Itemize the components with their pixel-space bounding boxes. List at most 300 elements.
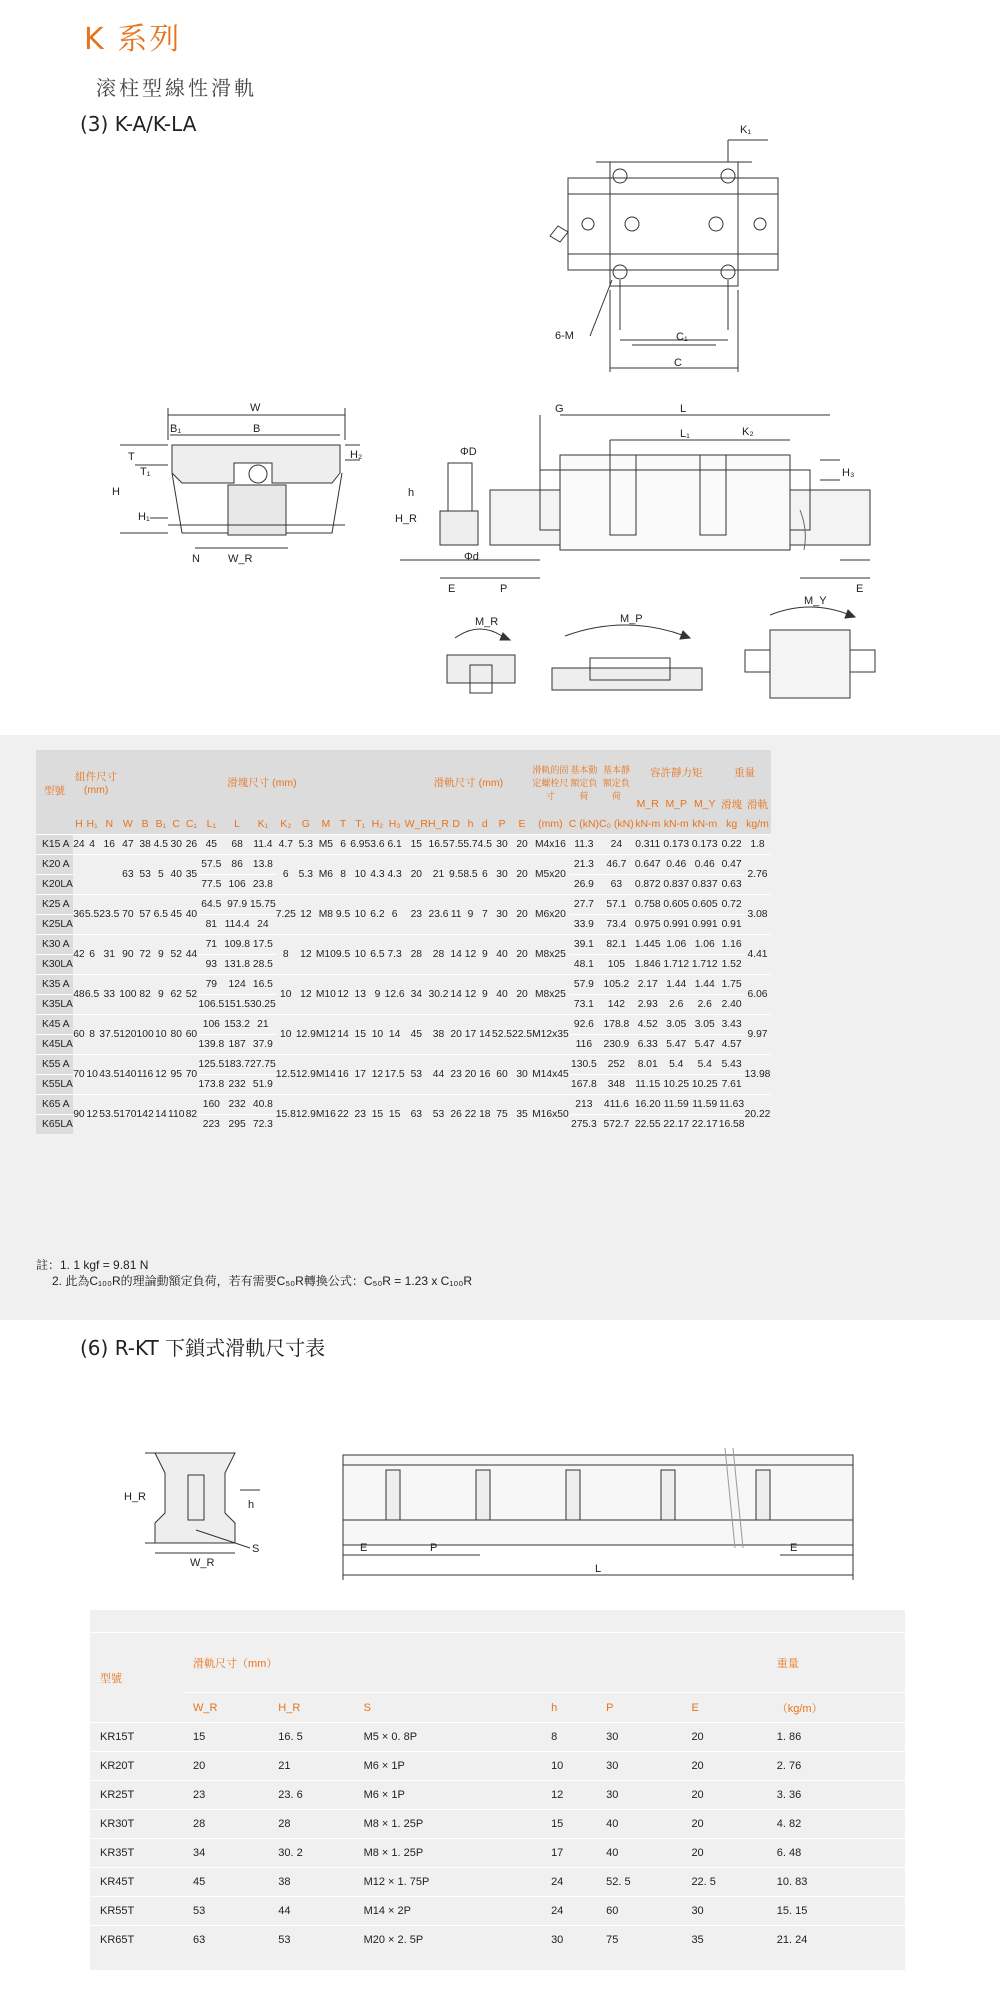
cell: 1.846 — [634, 954, 662, 974]
row-model: K25 A — [36, 894, 73, 914]
head-weight-1: 滑軌 — [745, 794, 771, 814]
cell: 5.3 — [296, 854, 316, 894]
cell: 10. 83 — [767, 1868, 905, 1897]
cell: 52. 5 — [596, 1868, 681, 1897]
cell: 12 — [296, 894, 316, 934]
cell-rail-weight: 3.08 — [745, 894, 771, 934]
cell: 57 — [136, 894, 153, 934]
cell: 75 — [492, 1094, 512, 1134]
rkt-col-3: h — [541, 1693, 596, 1723]
cell: 10 — [350, 934, 370, 974]
cell: 0.837 — [662, 874, 691, 894]
label-my: M_Y — [804, 595, 827, 607]
cell: 14 — [449, 934, 463, 974]
cell: 130.5 — [569, 1054, 599, 1074]
col-22: d — [478, 814, 492, 834]
cell: 30 — [596, 1723, 681, 1752]
cell: 0.975 — [634, 914, 662, 934]
cell: 22.55 — [634, 1114, 662, 1134]
col-29: kN-m — [662, 814, 691, 834]
cell: 12 — [296, 934, 316, 974]
rkt-end-view — [145, 1453, 260, 1553]
col-14: T — [336, 814, 350, 834]
table-row — [36, 1014, 771, 1034]
cell: 252 — [599, 1054, 634, 1074]
col-13: M — [316, 814, 336, 834]
cell: 72.3 — [250, 1114, 276, 1134]
cell: 17 — [350, 1054, 370, 1094]
cell: 16. 5 — [268, 1723, 353, 1752]
cell: 60 — [184, 1014, 198, 1054]
label-rkt-e-left: E — [360, 1542, 368, 1554]
cell: 10 — [276, 974, 296, 1014]
col-19: H_R — [428, 814, 449, 834]
cell: 139.8 — [198, 1034, 224, 1054]
cell: 16 — [478, 1054, 492, 1094]
cell: 153.2 — [224, 1014, 250, 1034]
rkt-head-model: 型號 — [90, 1633, 183, 1723]
cell: 0.837 — [691, 874, 719, 894]
cell: 213 — [569, 1094, 599, 1114]
cell: M6 — [316, 854, 336, 894]
cell: M14 — [316, 1054, 336, 1094]
note-2: 2. 此為C₁₀₀R的理論動額定負荷，若有需要C₅₀R轉換公式：C₅₀R = 1.23 x C₁₀₀R — [52, 1274, 473, 1288]
cell: 4.3 — [370, 854, 384, 894]
cell: 57.5 — [198, 854, 224, 874]
cell: 40 — [492, 934, 512, 974]
cell: 4.5 — [478, 834, 492, 854]
cell: 183.7 — [224, 1054, 250, 1074]
rkt-row-model: KR55T — [90, 1897, 183, 1926]
row-model: K20 A — [36, 854, 73, 874]
cell: 10 — [370, 1014, 384, 1054]
cell: 24 — [73, 834, 85, 854]
cell: 109.8 — [224, 934, 250, 954]
cell: 72 — [136, 934, 153, 974]
cell: 1. 86 — [767, 1723, 905, 1752]
cell: 275.3 — [569, 1114, 599, 1134]
head-block: 滑塊尺寸 (mm) — [119, 750, 404, 814]
table-row — [36, 934, 771, 954]
col-2: N — [99, 814, 119, 834]
cell: 6.5 — [85, 974, 99, 1014]
cell: 97.9 — [224, 894, 250, 914]
cell: 1.06 — [662, 934, 691, 954]
cell: 95 — [168, 1054, 184, 1094]
label-c1: C₁ — [676, 331, 688, 343]
label-rkt-s: S — [252, 1543, 260, 1555]
col-3: W — [119, 814, 136, 834]
cell: 45 — [198, 834, 224, 854]
cell: M6 × 1P — [354, 1752, 541, 1781]
cell: 15.8 — [276, 1094, 296, 1134]
cell: 4.52 — [634, 1014, 662, 1034]
table-row — [90, 1810, 905, 1839]
cell: 0.647 — [634, 854, 662, 874]
cell-rail-weight: 4.41 — [745, 934, 771, 974]
label-g: G — [555, 403, 564, 415]
cell: 26.9 — [569, 874, 599, 894]
cell: 77.5 — [198, 874, 224, 894]
row-model: K20LA — [36, 874, 73, 894]
section-title-k-a: (3) K-A/K-LA — [80, 112, 197, 136]
cell: M5x20 — [532, 854, 569, 894]
cell: 6.2 — [370, 894, 384, 934]
cell: 8 — [85, 1014, 99, 1054]
rkt-technical-drawing — [0, 1190, 1000, 1600]
cell: 51.9 — [250, 1074, 276, 1094]
cell: 16.5 — [250, 974, 276, 994]
cell: 48 — [73, 974, 85, 1014]
cell: 3.05 — [662, 1014, 691, 1034]
cell: 12.9 — [296, 1094, 316, 1134]
k-series-technical-drawing — [0, 110, 1000, 730]
label-h-small: h — [408, 487, 415, 499]
cell: 30 — [541, 1926, 596, 1955]
cell: 4.5 — [154, 834, 168, 854]
cell: 12 — [541, 1781, 596, 1810]
cell: 17 — [541, 1839, 596, 1868]
cell: 12.5 — [276, 1054, 296, 1094]
label-h: H — [112, 486, 120, 498]
head-dynamic-load: 基本動額定負荷 — [569, 750, 599, 814]
head-model: 型號 — [36, 750, 73, 834]
cell: M16 — [316, 1094, 336, 1134]
cell: 1.712 — [691, 954, 719, 974]
col-0: H — [73, 814, 85, 834]
cell: 24 — [599, 834, 634, 854]
cell: 53 — [405, 1054, 428, 1094]
cell: 40 — [168, 854, 184, 894]
cell: 10 — [350, 894, 370, 934]
cell: 9.5 — [336, 894, 350, 934]
cell: 23 — [183, 1781, 268, 1810]
cell: 64.5 — [198, 894, 224, 914]
cell: 10.25 — [662, 1074, 691, 1094]
cell: 79 — [198, 974, 224, 994]
cell: M8 — [316, 894, 336, 934]
col-4: B — [136, 814, 153, 834]
cell: 11.3 — [569, 834, 599, 854]
cell: 6.1 — [385, 834, 405, 854]
cell: 20 — [681, 1839, 766, 1868]
cell: 28 — [428, 934, 449, 974]
cell: 4.7 — [276, 834, 296, 854]
cell: 7.3 — [385, 934, 405, 974]
cell: 45 — [183, 1868, 268, 1897]
cell: 0.63 — [719, 874, 745, 894]
cell: 21.3 — [569, 854, 599, 874]
cell: 106 — [198, 1014, 224, 1034]
label-hr: H_R — [395, 513, 418, 525]
label-e-right: E — [856, 583, 864, 595]
cell: 11 — [449, 894, 463, 934]
cell: 9 — [154, 974, 168, 1014]
cell: 53.5 — [99, 1094, 119, 1134]
cell: 30 — [492, 854, 512, 894]
rkt-row-model: KR30T — [90, 1810, 183, 1839]
cell: 0.991 — [662, 914, 691, 934]
cell: 12 — [154, 1054, 168, 1094]
table-row — [36, 834, 771, 854]
moment-views-drawing — [447, 607, 875, 698]
cell: 12 — [463, 934, 477, 974]
cell: 12.6 — [385, 974, 405, 1014]
cell: 82.1 — [599, 934, 634, 954]
rkt-head-weight: 重量 — [767, 1633, 905, 1693]
cell: 173.8 — [198, 1074, 224, 1094]
cell: 15. 15 — [767, 1897, 905, 1926]
cell: M10 — [316, 934, 336, 974]
section-title-rkt: (6) R-KT 下鎖式滑軌尺寸表 — [80, 1336, 326, 1360]
cell: 27.7 — [569, 894, 599, 914]
cell: 34 — [405, 974, 428, 1014]
cell: 30 — [492, 894, 512, 934]
label-h1: H₁ — [138, 511, 150, 523]
rkt-row-model: KR15T — [90, 1723, 183, 1752]
cell: 178.8 — [599, 1014, 634, 1034]
cell: 33.9 — [569, 914, 599, 934]
table-row — [90, 1752, 905, 1781]
cell: 0.47 — [719, 854, 745, 874]
cell: 7.5 — [449, 834, 463, 854]
cell: 38 — [428, 1014, 449, 1054]
cell: 71 — [198, 934, 224, 954]
cell: 9 — [478, 934, 492, 974]
label-t1: T₁ — [140, 466, 151, 478]
col-12: G — [296, 814, 316, 834]
cell: 3.05 — [691, 1014, 719, 1034]
cell: 10 — [541, 1752, 596, 1781]
col-1: H₁ — [85, 814, 99, 834]
cell: 7 — [478, 894, 492, 934]
rkt-head-rail: 滑軌尺寸（mm） — [183, 1633, 767, 1693]
cell: 20 — [681, 1752, 766, 1781]
top-view-drawing — [550, 140, 778, 372]
cell: 39.1 — [569, 934, 599, 954]
cell: 52 — [184, 974, 198, 1014]
label-mr: M_R — [475, 616, 499, 628]
rkt-col-0: W_R — [183, 1693, 268, 1723]
head-assembly: 組件尺寸 (mm) — [73, 750, 119, 814]
cell: 15 — [385, 1094, 405, 1134]
cell: 10 — [350, 854, 370, 894]
cell: 15 — [541, 1810, 596, 1839]
cell: 47 — [119, 834, 136, 854]
cell: 105 — [599, 954, 634, 974]
cell: 12.9 — [296, 1054, 316, 1094]
label-l1: L₁ — [680, 428, 690, 440]
cell: 60 — [492, 1054, 512, 1094]
cell: 40.8 — [250, 1094, 276, 1114]
cell: 33 — [99, 974, 119, 1014]
cell: 15 — [370, 1094, 384, 1134]
cell: 116 — [569, 1034, 599, 1054]
cell: 7.25 — [276, 894, 296, 934]
rkt-col-6: （kg/m） — [767, 1693, 905, 1723]
cell: 10 — [85, 1054, 99, 1094]
head-screw: 滑軌的固定螺栓尺寸 — [532, 750, 569, 814]
rkt-row-model: KR25T — [90, 1781, 183, 1810]
cell: 0.991 — [691, 914, 719, 934]
cell: M16x50 — [532, 1094, 569, 1134]
cell: 53 — [268, 1926, 353, 1955]
cell: 48.1 — [569, 954, 599, 974]
cell: 3. 36 — [767, 1781, 905, 1810]
cell: 20 — [681, 1781, 766, 1810]
cell: 23 — [405, 894, 428, 934]
cell: 2.6 — [691, 994, 719, 1014]
cell: 9.5 — [336, 934, 350, 974]
cell: 15 — [183, 1723, 268, 1752]
row-model: K35 A — [36, 974, 73, 994]
cell: 5.4 — [662, 1054, 691, 1074]
label-b: B — [253, 423, 261, 435]
cell: 53 — [136, 854, 153, 894]
cell: 20 — [512, 974, 532, 1014]
cell-rail-weight: 20.22 — [745, 1094, 771, 1134]
cell: M6x20 — [532, 894, 569, 934]
cell: 40 — [596, 1839, 681, 1868]
cell: 8.01 — [634, 1054, 662, 1074]
cell: 5.5 — [85, 894, 99, 934]
cell: 0.758 — [634, 894, 662, 914]
cell: 106.5 — [198, 994, 224, 1014]
cell: 9 — [154, 934, 168, 974]
cell: 2.17 — [634, 974, 662, 994]
cell: 63 — [183, 1926, 268, 1955]
cell: 23.6 — [428, 894, 449, 934]
cell: 9.5 — [449, 854, 463, 894]
cell: 8 — [276, 934, 296, 974]
cell: M8x25 — [532, 934, 569, 974]
label-t: T — [128, 451, 135, 463]
cell: 75 — [596, 1926, 681, 1955]
cell: 9 — [478, 974, 492, 1014]
spec-table — [36, 750, 771, 1134]
cell: M14x45 — [532, 1054, 569, 1094]
page-subtitle: 滚柱型線性滑軌 — [96, 76, 257, 100]
cell: 411.6 — [599, 1094, 634, 1114]
spec-head-row-3 — [36, 814, 771, 834]
cell: 110 — [168, 1094, 184, 1134]
cell: 42 — [73, 934, 85, 974]
label-h3: H₃ — [842, 467, 855, 479]
cell: 44 — [184, 934, 198, 974]
cell: M4x16 — [532, 834, 569, 854]
row-model: K25LA — [36, 914, 73, 934]
rkt-col-2: S — [354, 1693, 541, 1723]
cell: 13 — [350, 974, 370, 1014]
cell: 1.16 — [719, 934, 745, 954]
cell: 3.43 — [719, 1014, 745, 1034]
rkt-col-1: H_R — [268, 1693, 353, 1723]
cell: 24 — [541, 1897, 596, 1926]
cell: 73.4 — [599, 914, 634, 934]
cell: 17.5 — [250, 934, 276, 954]
cell: 5.47 — [691, 1034, 719, 1054]
label-l: L — [680, 403, 687, 415]
cell: 15.75 — [250, 894, 276, 914]
cell: 24 — [541, 1868, 596, 1897]
cell: 14 — [478, 1014, 492, 1054]
cell: 142 — [599, 994, 634, 1014]
cell: 6. 48 — [767, 1839, 905, 1868]
cell: 572.7 — [599, 1114, 634, 1134]
cell: 5.3 — [296, 834, 316, 854]
cell: 5.7 — [463, 834, 477, 854]
cell: 40 — [184, 894, 198, 934]
col-7: C₁ — [184, 814, 198, 834]
cell: 6.5 — [370, 934, 384, 974]
cell: 105.2 — [599, 974, 634, 994]
cell: 44 — [268, 1897, 353, 1926]
label-c: C — [674, 357, 682, 369]
cell: 6 — [336, 834, 350, 854]
cell: 30 — [596, 1781, 681, 1810]
cell: 295 — [224, 1114, 250, 1134]
label-rkt-hr: H_R — [124, 1491, 147, 1503]
col-18: W_R — [405, 814, 428, 834]
cell: M6 × 1P — [354, 1781, 541, 1810]
cell: 52.5 — [492, 1014, 512, 1054]
table-row — [90, 1781, 905, 1810]
cell: 6 — [276, 854, 296, 894]
cell-rail-weight: 6.06 — [745, 974, 771, 1014]
cell: 11.59 — [691, 1094, 719, 1114]
cell: M8 × 1. 25P — [354, 1839, 541, 1868]
cell: M5 — [316, 834, 336, 854]
cell: 18 — [478, 1094, 492, 1134]
table-row — [36, 1094, 771, 1114]
cell: 14 — [336, 1014, 350, 1054]
cell: 34 — [183, 1839, 268, 1868]
cell: 106 — [224, 874, 250, 894]
label-phi-d-big: ΦD — [460, 446, 477, 458]
cell: 20 — [681, 1723, 766, 1752]
head-weight-0: 滑塊 — [719, 794, 745, 814]
cell: 37.9 — [250, 1034, 276, 1054]
cell — [99, 854, 119, 894]
table-row — [90, 1926, 905, 1955]
label-mp: M_P — [620, 613, 643, 625]
cell: 1.44 — [691, 974, 719, 994]
cell: 1.75 — [719, 974, 745, 994]
rkt-table — [90, 1632, 905, 1955]
cell: 62 — [168, 974, 184, 1014]
cell: 160 — [198, 1094, 224, 1114]
col-20: D — [449, 814, 463, 834]
cell: 20 — [512, 894, 532, 934]
cell: 92.6 — [569, 1014, 599, 1034]
rkt-side-view — [343, 1448, 853, 1580]
cell: 63 — [599, 874, 634, 894]
cell: 16.5 — [428, 834, 449, 854]
table-row — [90, 1839, 905, 1868]
cell: 8.5 — [463, 854, 477, 894]
label-h2: H₂ — [350, 449, 363, 461]
label-wr: W_R — [228, 553, 253, 565]
label-rkt-h: h — [248, 1499, 255, 1511]
cell: 9 — [370, 974, 384, 1014]
row-model: K55 A — [36, 1054, 73, 1074]
cell: 43.5 — [99, 1054, 119, 1094]
cell: 116 — [136, 1054, 153, 1094]
cell: 82 — [136, 974, 153, 1014]
col-32: kg/m — [745, 814, 771, 834]
cell: 6.33 — [634, 1034, 662, 1054]
table-row — [36, 1054, 771, 1074]
